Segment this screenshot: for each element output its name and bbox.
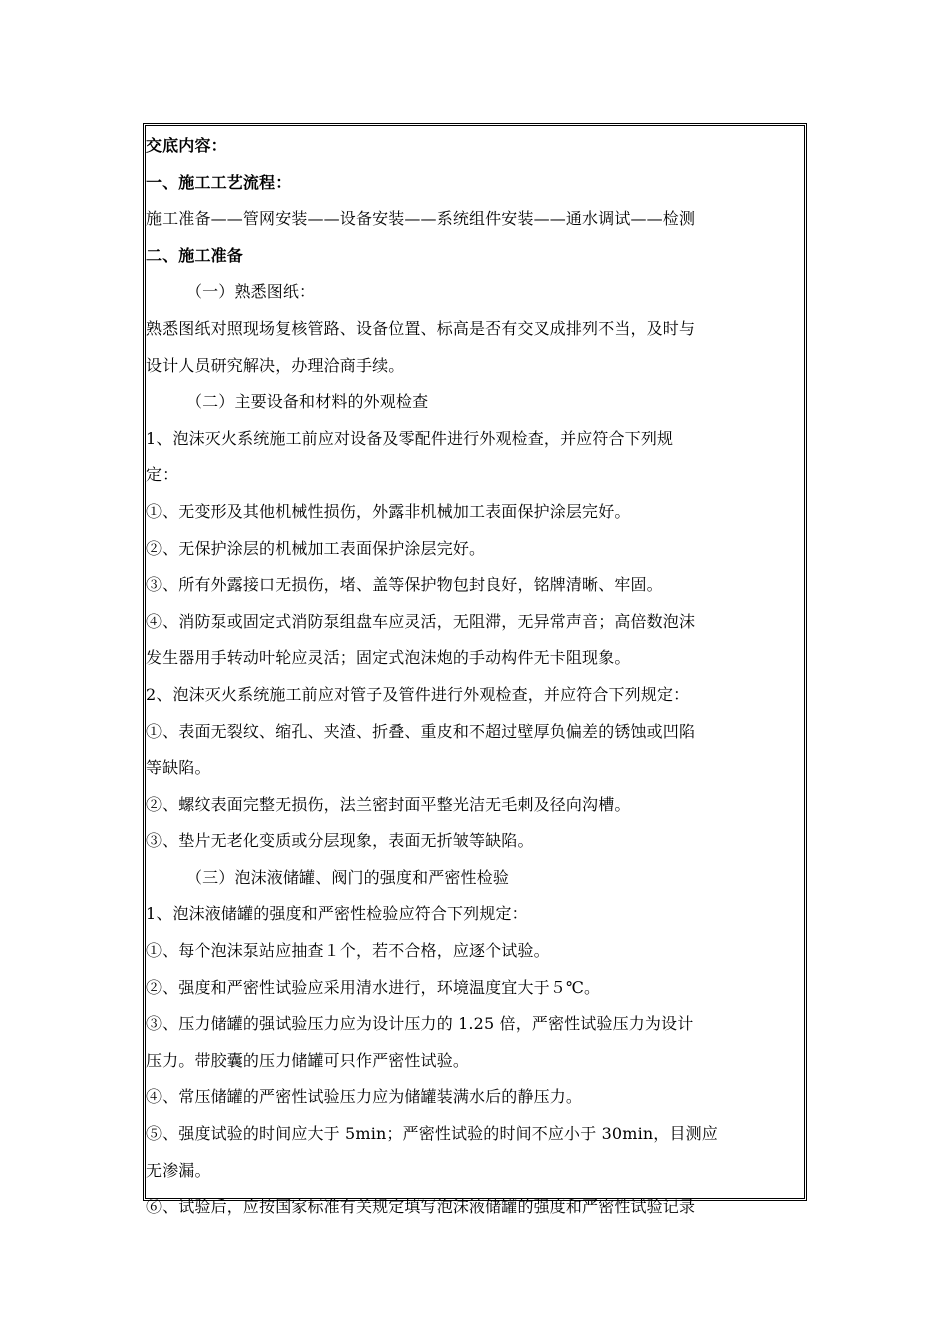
text-line: 压力。带胶囊的压力储罐可只作严密性试验。 (146, 1050, 470, 1070)
disclosure-content (146, 128, 806, 1226)
section-heading: 二、施工准备 (146, 245, 243, 265)
text-line: ①、每个泡沫泵站应抽查１个，若不合格，应逐个试验。 (146, 941, 550, 961)
text-line: ②、螺纹表面完整无损伤，法兰密封面平整光洁无毛刺及径向沟槽。 (146, 794, 631, 814)
text-line: 施工准备——管网安装——设备安装——系统组件安装——通水调试——检测 (146, 209, 696, 229)
text-line: 设计人员研究解决，办理洽商手续。 (146, 355, 405, 375)
text-line: （二）主要设备和材料的外观检查 (186, 392, 429, 412)
text-line: ②、强度和严密性试验应采用清水进行，环境温度宜大于５℃。 (146, 977, 601, 997)
text-line: ①、表面无裂纹、缩孔、夹渣、折叠、重皮和不超过壁厚负偏差的锈蚀或凹陷 (146, 721, 696, 741)
text-line: ⑥、试验后，应按国家标准有关规定填写泡沫液储罐的强度和严密性试验记录 (146, 1197, 696, 1217)
text-line: 熟悉图纸对照现场复核管路、设备位置、标高是否有交叉成排列不当，及时与 (146, 318, 696, 338)
text-line: ①、无变形及其他机械性损伤，外露非机械加工表面保护涂层完好。 (146, 501, 631, 521)
section-heading: 一、施工工艺流程： (146, 172, 292, 192)
text-line: 1、泡沫灭火系统施工前应对设备及零配件进行外观检查，并应符合下列规 (146, 428, 674, 448)
text-line: 无渗漏。 (146, 1160, 211, 1180)
text-line: ⑤、强度试验的时间应大于 5min；严密性试验的时间不应小于 30min，目测应 (146, 1124, 718, 1144)
text-line: ③、所有外露接口无损伤，堵、盖等保护物包封良好，铭牌清晰、牢固。 (146, 575, 663, 595)
section-heading: 交底内容： (146, 136, 227, 155)
text-line: 2、泡沫灭火系统施工前应对管子及管件进行外观检查，并应符合下列规定： (146, 684, 690, 704)
text-line: ②、无保护涂层的机械加工表面保护涂层完好。 (146, 538, 486, 558)
text-line: 定： (146, 465, 179, 485)
text-line: ③、垫片无老化变质或分层现象，表面无折皱等缺陷。 (146, 831, 534, 851)
text-line: （一）熟悉图纸： (186, 282, 316, 302)
text-line: 发生器用手转动叶轮应灵活；固定式泡沫炮的手动构件无卡阻现象。 (146, 648, 631, 668)
text-line: ③、压力储罐的强试验压力应为设计压力的 1.25 倍，严密性试验压力为设计 (146, 1014, 694, 1034)
text-line: （三）泡沫液储罐、阀门的强度和严密性检验 (186, 867, 510, 887)
text-line: 等缺陷。 (146, 758, 211, 778)
text-line: 1、泡沫液储罐的强度和严密性检验应符合下列规定： (146, 904, 528, 924)
text-line: ④、常压储罐的严密性试验压力应为储罐装满水后的静压力。 (146, 1087, 583, 1107)
text-line: ④、消防泵或固定式消防泵组盘车应灵活，无阻滞，无异常声音；高倍数泡沫 (146, 611, 696, 631)
